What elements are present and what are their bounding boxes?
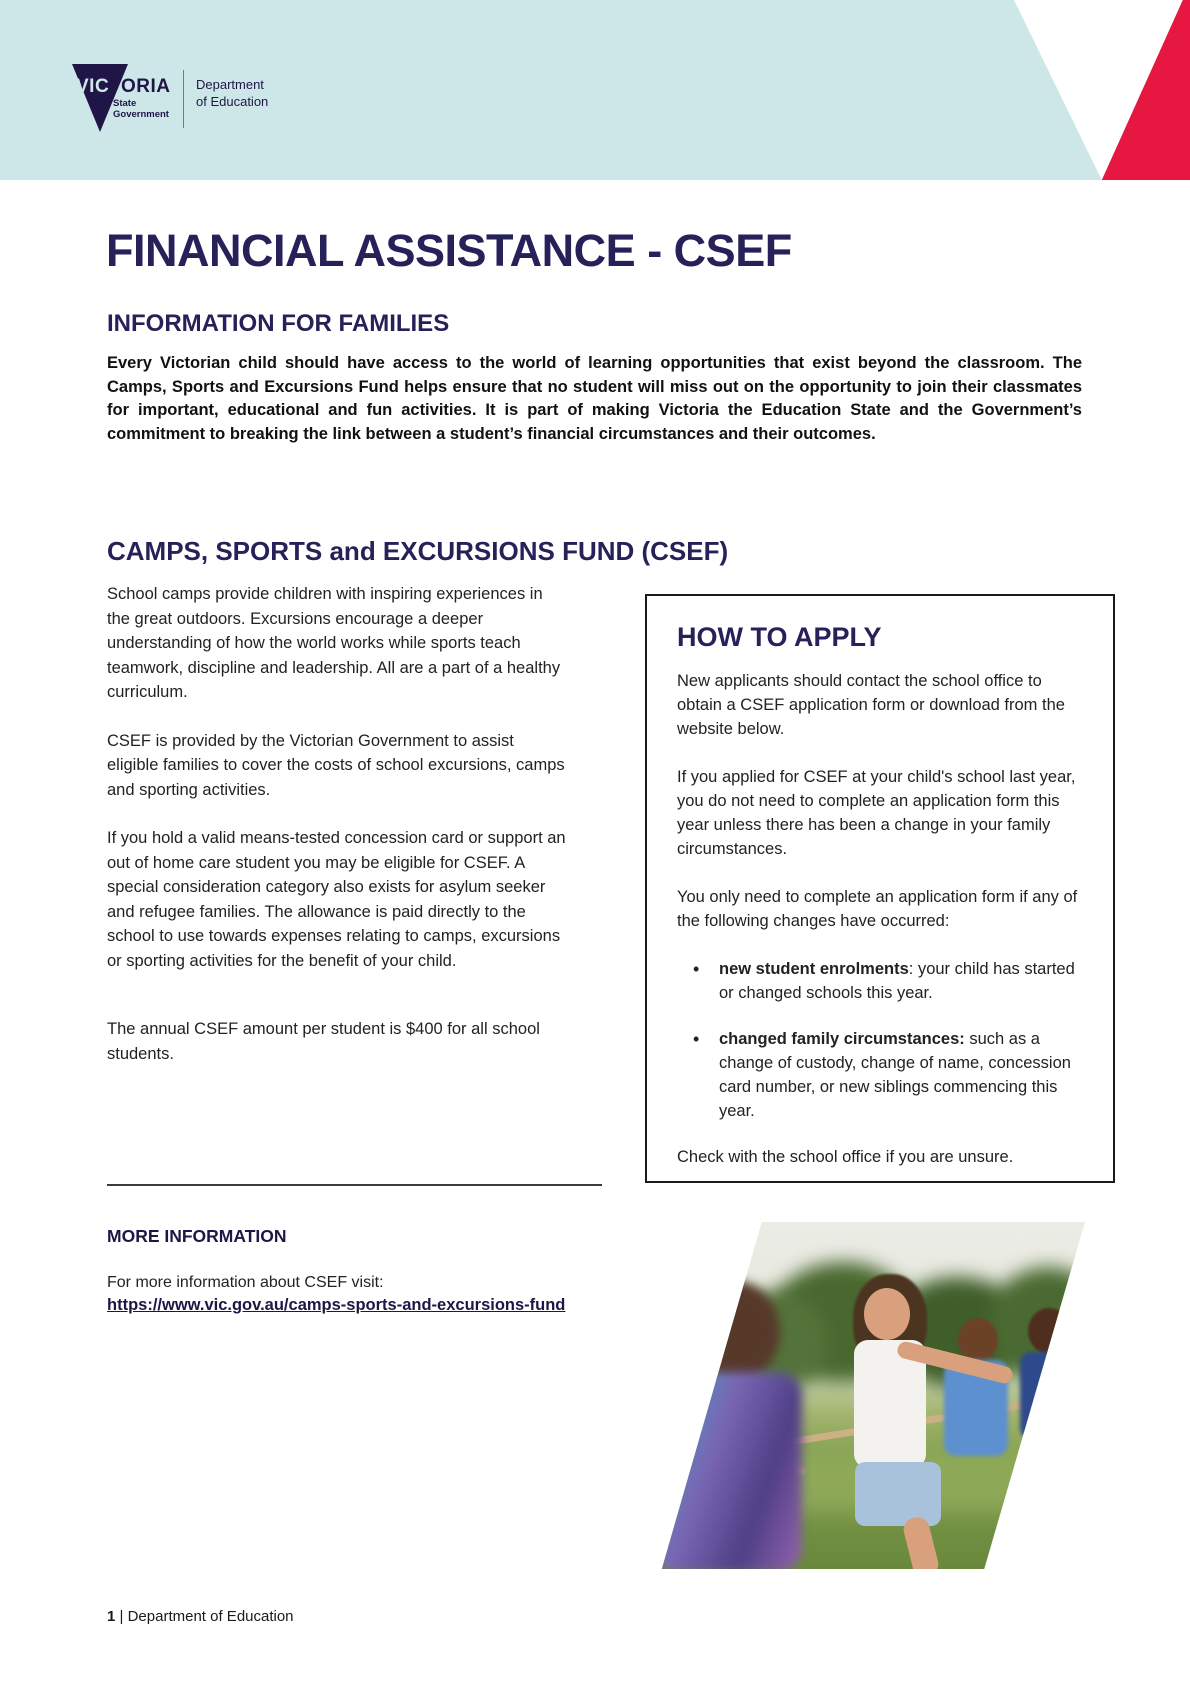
- more-information-heading: MORE INFORMATION: [107, 1226, 287, 1246]
- state-line: State: [113, 98, 137, 109]
- more-information-section: [107, 1226, 607, 1315]
- info-for-families-paragraph: Every Victorian child should have access to the world of learning opportunities that exist beyond the classroom. The Camps, Sports and Excursions Fund helps ensure that no student will miss out on the opportunity to join their classmates for important, educational and fun activities. It is part of making Victoria the Education State and the Government’s commitment to breaking the link between a student’s financial circumstances and their outcomes.: [107, 354, 1082, 443]
- csef-annual-amount-paragraph: The annual CSEF amount per student is $400 for all school students.: [107, 1020, 540, 1063]
- bullet-changed-family-circumstances: [685, 1027, 1085, 1123]
- victoria-wordmark-on-triangle: VIC: [76, 76, 110, 97]
- csef-heading: CAMPS, SPORTS and EXCURSIONS FUND (CSEF): [107, 536, 729, 566]
- how-to-apply-box: [645, 594, 1115, 1183]
- photo-right-girl-top: [1020, 1352, 1078, 1438]
- apply-closing-line: Check with the school office if you are unsure.: [677, 1148, 1014, 1166]
- info-for-families-heading: INFORMATION FOR FAMILIES: [107, 310, 450, 337]
- header-band: [0, 0, 1190, 180]
- photo-girl-denim-shorts: [855, 1462, 941, 1526]
- logo-divider-line: [183, 70, 184, 128]
- department-line1: Department: [196, 77, 264, 92]
- department-of-education-label: [196, 76, 268, 110]
- government-line: Government: [113, 109, 169, 120]
- apply-paragraph-2: If you applied for CSEF at your child's school last year, you do not need to complete an application form this year unless there has been a change in your family circumstances.: [677, 768, 1076, 858]
- csef-website-link[interactable]: https://www.vic.gov.au/camps-sports-and-excursions-fund: [107, 1296, 566, 1314]
- csef-paragraph-1: School camps provide children with inspiring experiences in the great outdoors. Excursions encourage a deeper understanding of how the world works while sports teach teamwork, discipline and leadership. All are a part of a healthy curriculum.: [107, 585, 561, 701]
- apply-paragraph-3: You only need to complete an application form if any of the following changes have occurred:: [677, 888, 1078, 930]
- photo-foreground-kid-head: [684, 1280, 780, 1384]
- apply-bullet-list: [685, 957, 1085, 1123]
- state-government-label: [113, 98, 169, 120]
- csef-paragraph-2: CSEF is provided by the Victorian Government to assist eligible families to cover the costs of school excursions, camps and sporting activities.: [107, 731, 565, 799]
- how-to-apply-heading: HOW TO APPLY: [677, 622, 882, 652]
- csef-left-column: [107, 582, 569, 1090]
- bullet-2-rest: such as a change of custody, change of name, concession card number, or new siblings commencing this year.: [719, 1030, 1071, 1120]
- page-footer: [107, 1608, 294, 1625]
- footer-department-label: Department of Education: [127, 1608, 294, 1625]
- victoria-wordmark: [76, 76, 170, 98]
- more-information-intro: For more information about CSEF visit:: [107, 1274, 384, 1291]
- victoria-wordmark-rest: TORIA: [109, 76, 171, 97]
- victoria-government-logo: [72, 62, 472, 142]
- bullet-1-bold: new student enrolments: [719, 960, 909, 978]
- bullet-2-bold: changed family circumstances:: [719, 1030, 965, 1048]
- footer-separator: |: [119, 1608, 124, 1625]
- tug-of-war-photo: [658, 1222, 1085, 1569]
- csef-paragraph-3: If you hold a valid means-tested concession card or support an out of home care student you may be eligible for CSEF. A special consideration category also exists for asylum seeker and refugee families. The allowance is paid directly to the school to use towards expenses relating to camps, excursions or sporting activities for the benefit of your child.: [107, 829, 566, 970]
- apply-paragraph-1: New applicants should contact the school office to obtain a CSEF application form or download from the website below.: [677, 672, 1065, 738]
- bullet-new-student-enrolments: [685, 957, 1085, 1005]
- footer-page-number: 1: [107, 1608, 116, 1625]
- left-column-divider-rule: [107, 1184, 602, 1186]
- photo-girl-face: [864, 1288, 910, 1340]
- department-line2: of Education: [196, 94, 269, 109]
- photo-foreground-kid-body: [652, 1372, 802, 1572]
- page-title: FINANCIAL ASSISTANCE - CSEF: [106, 225, 792, 276]
- photo-right-girl-head: [1028, 1308, 1070, 1354]
- bullet-1-rest: : your child has started or changed schools this year.: [719, 960, 1075, 1002]
